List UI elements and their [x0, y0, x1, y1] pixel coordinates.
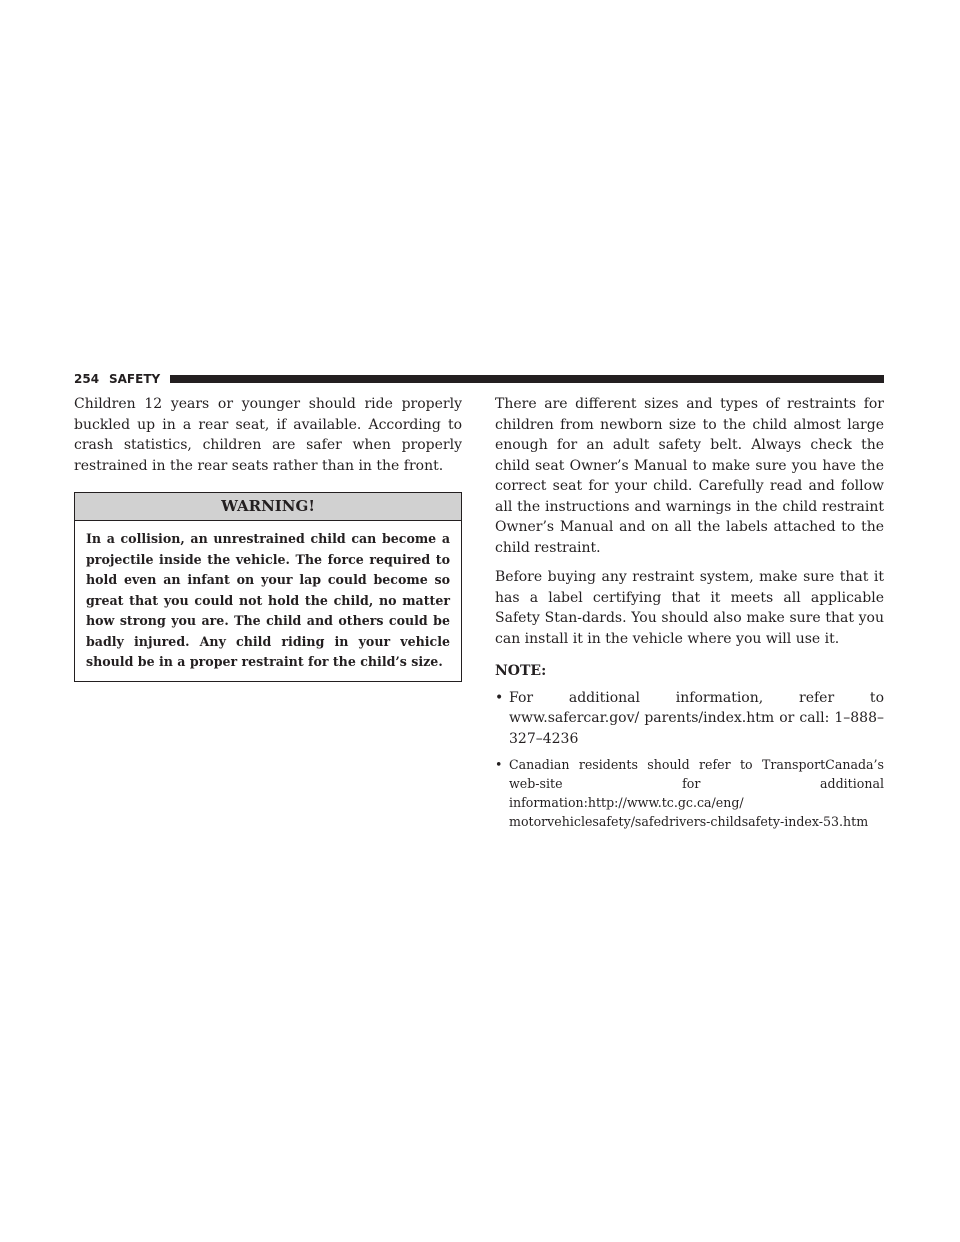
list-item [495, 688, 884, 750]
note-list [495, 688, 884, 832]
note-transport-canada: Canadian residents should refer to TransportCanada’s web-site for additional information:http://www.tc.gc.ca/eng/ motorvehiclesafety/safedrivers-childsafety-index-53.htm [509, 757, 884, 829]
note-label: NOTE: [495, 663, 547, 679]
buying-advice-paragraph: Before buying any restraint system, make sure that it has a label certifying that it meets all applicable Safety Stan-dards. You should also make sure that you can install it in the vehicle where you will use it. [495, 569, 884, 647]
section-title: SAFETY [109, 372, 161, 386]
right-column [495, 394, 884, 837]
warning-box [74, 492, 462, 682]
left-column [74, 394, 462, 682]
warning-text: In a collision, an unrestrained child can become a projectile inside the vehicle. The force required to hold even an infant on your lap could become so great that you could not hold the child, no matter how strong you are. The child and others could be badly injured. Any child riding in your vehicle should be in a proper restraint for the child’s size. [86, 531, 450, 669]
restraint-types-paragraph: There are different sizes and types of restraints for children from newborn size to the child almost large enough for an adult safety belt. Always check the child seat Owner’s Manual to make sure you have the correct seat for your child. Carefully read and follow all the instructions and warnings in the child restraint Owner’s Manual and on all the labels attached to the child restraint. [495, 396, 884, 556]
page-number: 254 [74, 372, 100, 386]
bullet-icon: • [495, 757, 503, 772]
header-rule [170, 375, 884, 383]
warning-title: WARNING! [75, 493, 461, 521]
note-safercar: For additional information, refer to www.safercar.gov/ parents/index.htm or call: 1–888–327–4236 [509, 689, 884, 747]
list-item [495, 755, 884, 831]
page-header [74, 372, 884, 386]
intro-paragraph: Children 12 years or younger should ride properly buckled up in a rear seat, if available. According to crash statistics, children are safer when properly restrained in the rear seats rather than in the front. [74, 396, 462, 474]
bullet-icon: • [495, 689, 504, 706]
